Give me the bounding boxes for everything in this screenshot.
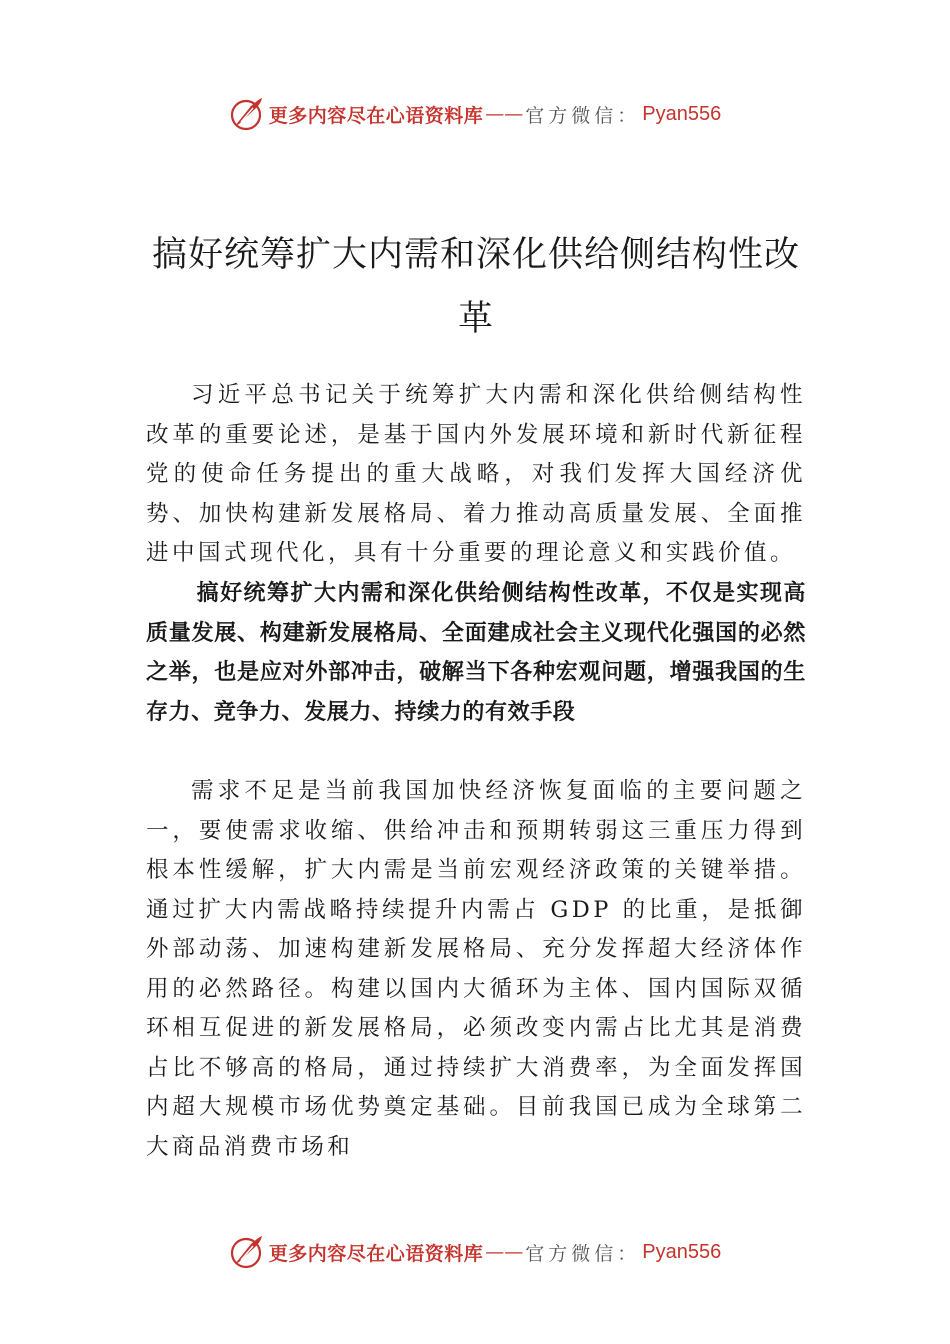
paragraph-bold-subheading: 搞好统筹扩大内需和深化供给侧结构性改革，不仅是实现高质量发展、构建新发展格局、全面建成社会主义现代化强国的必然之举，也是应对外部冲击，破解当下各种宏观问题，增强我国的生存力、竞争力、发展力、持续力的有效手段 — [146, 581, 806, 725]
wechat-label: 官方微信 — [525, 104, 618, 127]
label-colon: ： — [617, 104, 637, 127]
quill-pen-logo-icon — [229, 96, 265, 132]
separator-dash: —— — [485, 1241, 524, 1263]
paragraph-body: 需求不足是当前我国加快经济恢复面临的主要问题之一，要使需求收缩、供给冲击和预期转弱这三重压力得到根本性缓解，扩大内需是当前宏观经济政策的关键举措。通过扩大内需战略持续提升内需占 GDP 的比重，是抵御外部动荡、加速构建新发展格局、充分发挥超大经济体作用的必然路径。构建以国内大循环为主体、国内国际双循环相互促进的新发展格局，必须改变内需占比尤其是消费占比不够高的格局，通过持续扩大消费率，为全面发挥国内超大规模市场优势奠定基础。目前我国已成为全球第二大商品消费市场和 — [146, 778, 806, 1160]
wechat-label: 官方微信 — [525, 1242, 618, 1265]
wechat-id: Pyan556 — [642, 102, 722, 125]
separator-dash: —— — [485, 103, 524, 125]
site-name: 更多内容尽在心语资料库 — [268, 104, 484, 127]
wechat-id: Pyan556 — [642, 1240, 722, 1263]
footer-banner — [0, 1232, 950, 1272]
quill-pen-logo-icon — [229, 1234, 265, 1270]
document-title: 搞好统筹扩大内需和深化供给侧结构性改革 — [151, 235, 800, 340]
label-colon: ： — [617, 1242, 637, 1265]
paragraph-intro: 习近平总书记关于统筹扩大内需和深化供给侧结构性改革的重要论述，是基于国内外发展环境和新时代新征程党的使命任务提出的重大战略，对我们发挥大国经济优势、加快构建新发展格局、着力推动高质量发展、全面推进中国式现代化，具有十分重要的理论意义和实践价值。 — [146, 382, 806, 566]
header-banner — [0, 94, 950, 134]
site-name: 更多内容尽在心语资料库 — [268, 1242, 484, 1265]
